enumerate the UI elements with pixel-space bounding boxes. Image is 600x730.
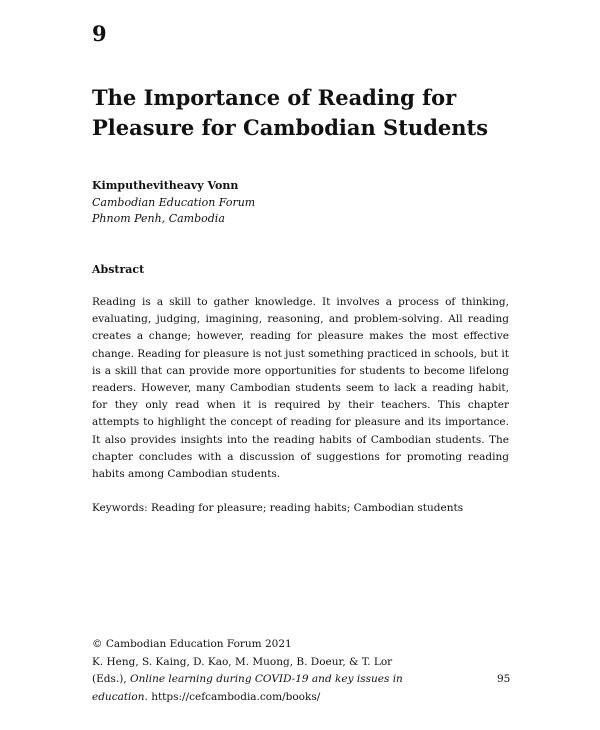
keywords-line [92, 500, 512, 517]
chapter-title: The Importance of Reading for Pleasure for Cambodian Students [92, 85, 489, 140]
citation-url[interactable]: https://cefcambodia.com/books/ [151, 690, 321, 703]
citation-editors: K. Heng, S. Kaing, D. Kao, M. Muong, B. Doeur, & T. Lor [92, 655, 393, 668]
citation-line-2 [92, 671, 422, 689]
keywords-text: Reading for pleasure; reading habits; Cambodian students [151, 502, 464, 514]
author-block [92, 178, 255, 228]
chapter-number: 9 [92, 21, 107, 46]
citation-book-title-part2: education [92, 690, 145, 703]
footer-citation [92, 636, 422, 706]
keywords-label: Keywords: [92, 502, 148, 514]
abstract-body: Reading is a skill to gather knowledge. It involves a process of thinking, evaluating, judging, imagining, reasoning, and problem-solving. All reading creates a change; however, reading for pleasure makes the most effective change. Reading for pleasure is not just something practiced in schools, but it is a skill that can provide more opportunities for students to become lifelong readers. However, many Cambodian students seem to lack a reading habit, for they only read when it is required by their teachers. This chapter attempts to highlight the concept of reading for pleasure and its importance. It also provides insights into the reading habits of Cambodian students. The chapter concludes with a discussion of suggestions for promoting reading habits among Cambodian students. [92, 296, 509, 481]
copyright-notice: © Cambodian Education Forum 2021 [92, 638, 292, 650]
citation-book-title-part1: Online learning during COVID-19 and key issues in [130, 673, 403, 685]
abstract-heading: Abstract [92, 263, 145, 276]
citation-line-3: education. https://cefcambodia.com/books/ [92, 690, 321, 703]
page-number: 95 [497, 673, 511, 685]
author-location: Phnom Penh, Cambodia [92, 212, 225, 225]
author-affiliation: Cambodian Education Forum [92, 195, 256, 209]
author-name: Kimputhevitheavy Vonn [92, 179, 239, 192]
citation-eds: (Eds.), [92, 673, 127, 685]
